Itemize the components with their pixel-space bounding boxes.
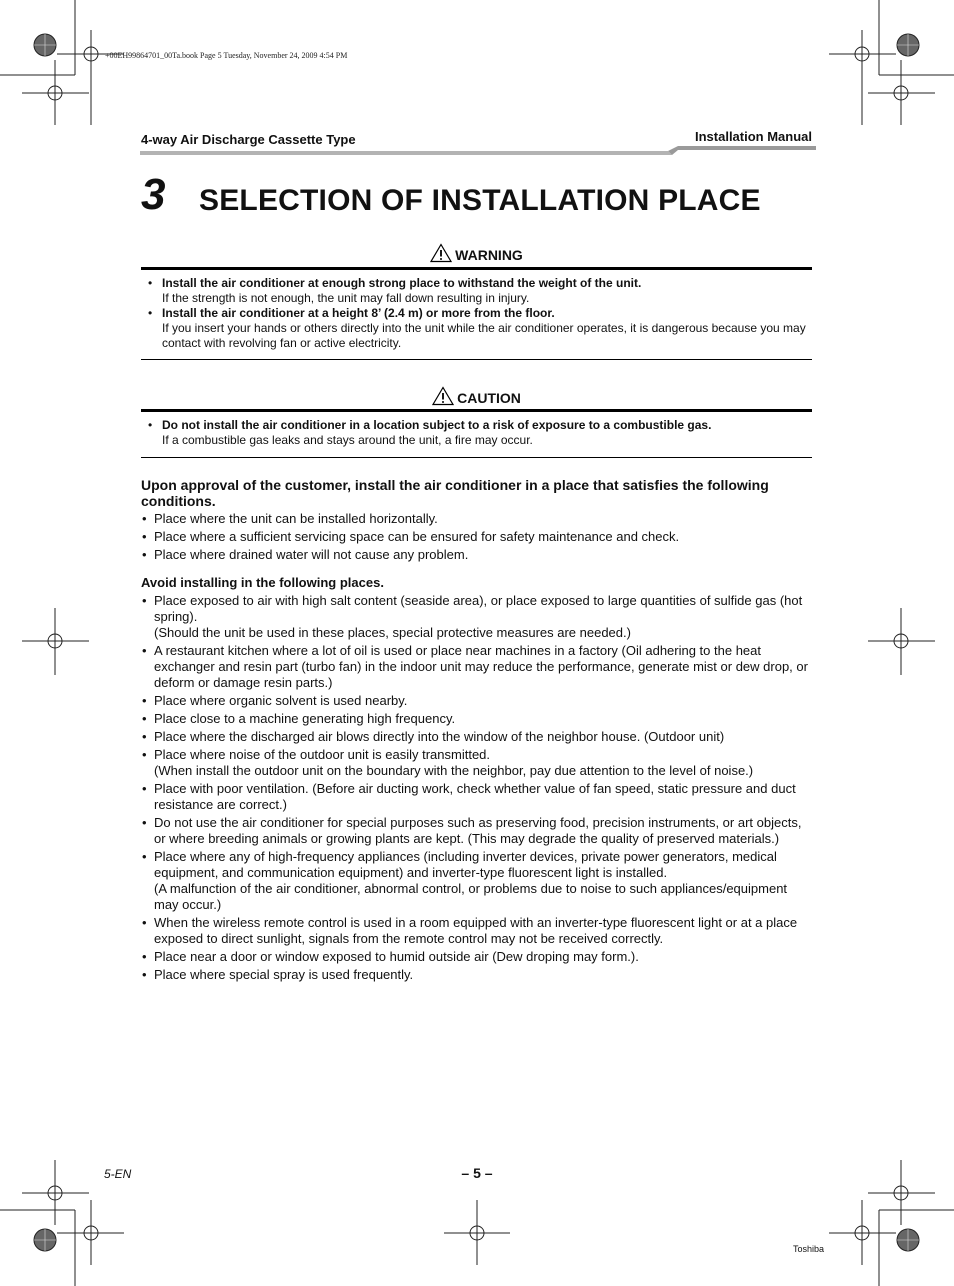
list-item: [141, 815, 812, 847]
warning-bottom-rule: [141, 359, 812, 360]
caution-top-rule: [141, 409, 812, 412]
list-item-text: A restaurant kitchen where a lot of oil is used or place near machines in a factory (Oil adhering to the heat exchanger and resin part (turbo fan) in the indoor unit may reduce the performance, generate mist or dew drop, or deform or damage resin parts.): [154, 643, 808, 690]
bullet: •: [142, 511, 147, 526]
bullet: •: [142, 593, 147, 608]
list-item-text: When the wireless remote control is used in a room equipped with an inverter-type fluorescent light or at a place exposed to direct sunlight, signals from the remote control may not be received correctly.: [154, 915, 798, 946]
warning-heading-label: WARNING: [455, 247, 523, 263]
section-number: 3: [141, 170, 166, 219]
bullet: •: [142, 849, 147, 864]
list-item: [141, 693, 812, 709]
list-item-text: Place where drained water will not cause any problem.: [154, 547, 469, 562]
warning-heading: [141, 243, 812, 263]
footer-page-number: – 5 –: [461, 1165, 493, 1181]
bullet: •: [142, 643, 147, 658]
list-item-text: Place where any of high-frequency appliances (including inverter devices, private power generators, medical equipment, and communication equipment) and inverter-type fluorescent light is installed.: [154, 849, 777, 880]
list-item-text: Place near a door or window exposed to humid outside air (Dew droping may form.).: [154, 949, 639, 964]
caution-list: [148, 418, 812, 448]
bullet: •: [148, 306, 153, 320]
list-item: [141, 529, 812, 545]
list-item-text: Place with poor ventilation. (Before air ducting work, check whether value of fan speed, static pressure and duct resistance are correct.): [154, 781, 796, 812]
bullet: •: [142, 967, 147, 982]
list-item: [141, 849, 812, 913]
bullet: •: [142, 915, 147, 930]
avoid-heading: Avoid installing in the following places.: [141, 575, 384, 590]
bullet: •: [142, 949, 147, 964]
list-item-text: Place where noise of the outdoor unit is easily transmitted.: [154, 747, 491, 762]
bullet: •: [142, 729, 147, 744]
caution-bottom-rule: [141, 457, 812, 458]
list-item: [141, 915, 812, 947]
warning-item: [148, 276, 812, 306]
bullet: •: [142, 747, 147, 762]
list-item-text: Place where the discharged air blows directly into the window of the neighbor house. (Outdoor unit): [154, 729, 725, 744]
caution-item-text: If a combustible gas leaks and stays around the unit, a fire may occur.: [162, 433, 533, 447]
bullet: •: [142, 529, 147, 544]
footer-brand: Toshiba: [792, 1244, 824, 1254]
bullet: •: [142, 815, 147, 830]
list-item: [141, 593, 812, 641]
caution-item-bold: Do not install the air conditioner in a location subject to a risk of exposure to a combustible gas.: [162, 418, 712, 432]
bullet: •: [142, 693, 147, 708]
caution-heading-label: CAUTION: [457, 390, 521, 406]
warning-list: [148, 276, 812, 351]
list-item: [141, 781, 812, 813]
header-rule: [138, 144, 818, 158]
list-item: [141, 511, 812, 527]
footer-page-code: 5-EN: [104, 1167, 132, 1181]
list-item: [141, 747, 812, 779]
list-item-note: (A malfunction of the air conditioner, abnormal control, or problems due to noise to such appliances/equipment may occur.): [154, 881, 788, 912]
avoid-list: [141, 593, 812, 985]
list-item-text: Place where special spray is used frequently.: [154, 967, 414, 982]
warning-item-bold: Install the air conditioner at enough strong place to withstand the weight of the unit.: [162, 276, 642, 290]
bullet: •: [142, 781, 147, 796]
section-title: SELECTION OF INSTALLATION PLACE: [199, 184, 761, 217]
list-item-note: (When install the outdoor unit on the boundary with the neighbor, pay due attention to the level of noise.): [154, 763, 754, 778]
intro-paragraph: Upon approval of the customer, install the air conditioner in a place that satisfies the following conditions.: [141, 477, 769, 509]
list-item: [141, 949, 812, 965]
warning-item-text: If you insert your hands or others directly into the unit while the air conditioner operates, it is dangerous because you may contact with revolving fan or active electricity.: [162, 321, 806, 350]
list-item: [141, 729, 812, 745]
list-item-text: Place close to a machine generating high frequency.: [154, 711, 456, 726]
bullet: •: [148, 276, 153, 290]
list-item: [141, 547, 812, 563]
list-item-text: Place where organic solvent is used nearby.: [154, 693, 408, 708]
list-item-text: Place where a sufficient servicing space can be ensured for safety maintenance and check.: [154, 529, 680, 544]
warning-item: [148, 306, 812, 351]
list-item-text: Place exposed to air with high salt content (seaside area), or place exposed to large quantities of sulfide gas (hot spring).: [154, 593, 803, 624]
caution-heading: [141, 386, 812, 406]
list-item: [141, 643, 812, 691]
bullet: •: [142, 547, 147, 562]
warning-item-bold: Install the air conditioner at a height 8’ (2.4 m) or more from the floor.: [162, 306, 555, 320]
warning-top-rule: [141, 267, 812, 270]
header-product-type: 4-way Air Discharge Cassette Type: [141, 132, 356, 147]
warning-item-text: If the strength is not enough, the unit may fall down resulting in injury.: [162, 291, 530, 305]
list-item: [141, 711, 812, 727]
conditions-list: [141, 511, 812, 565]
bullet: •: [142, 711, 147, 726]
warning-triangle-icon: [430, 243, 452, 263]
book-info-line: +00EH99864701_00Ta.book Page 5 Tuesday, November 24, 2009 4:54 PM: [105, 51, 348, 60]
bullet: •: [148, 418, 153, 432]
list-item-note: (Should the unit be used in these places, special protective measures are needed.): [154, 625, 631, 640]
caution-item: [148, 418, 812, 448]
list-item-text: Place where the unit can be installed horizontally.: [154, 511, 438, 526]
caution-triangle-icon: [432, 386, 454, 406]
list-item-text: Do not use the air conditioner for special purposes such as preserving food, precision instruments, or art objects, or where breeding animals or growing plants are kept. (This may degrade the quality of preserved materials.): [154, 815, 802, 846]
header-manual-title: Installation Manual: [694, 129, 812, 144]
list-item: [141, 967, 812, 983]
